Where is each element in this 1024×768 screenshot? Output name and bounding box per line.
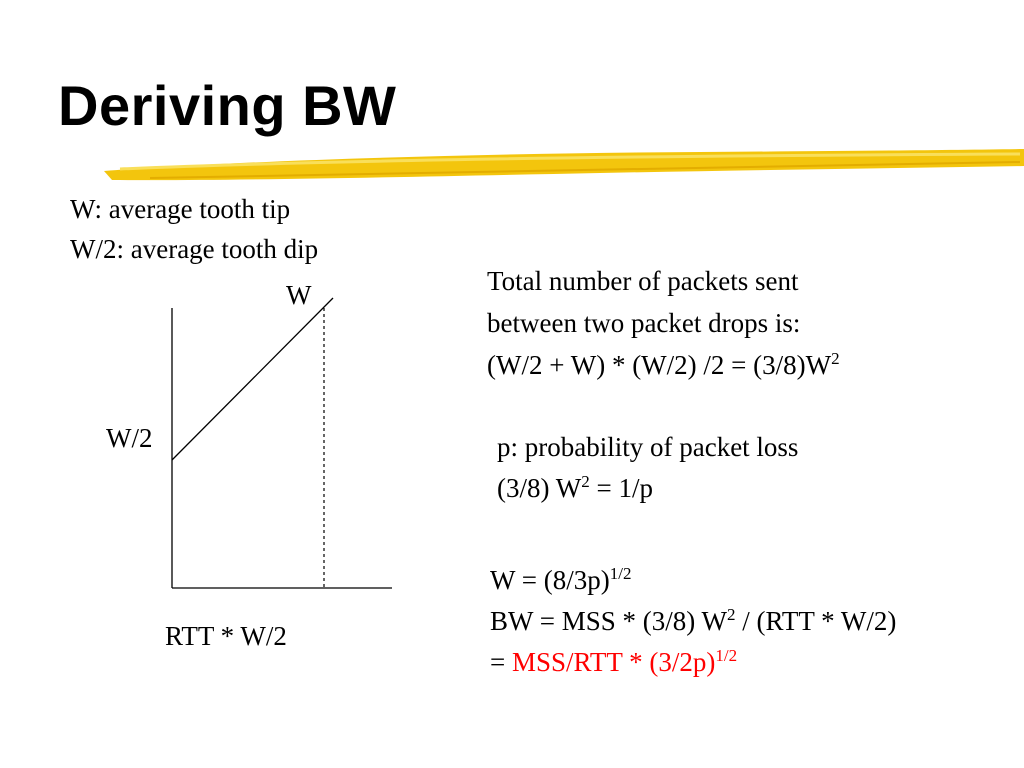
diagram-label-w-half: W/2	[106, 423, 153, 453]
definition-tooth-dip: W/2: average tooth dip	[70, 234, 319, 264]
packets-text-line2: between two packet drops is:	[487, 308, 801, 338]
page-title: Deriving BW	[58, 74, 397, 137]
loss-formula: (3/8) $W^2 = 1/p$	[497, 472, 653, 503]
packets-formula: (W/2 + W) * (W/2) $/2 = (3/8)W^2$	[487, 349, 840, 380]
diagram-label-w: W	[286, 280, 312, 310]
bandwidth-result-highlight: $MSS/RTT * (3/2p)^{1/2}$	[511, 646, 738, 677]
diagram-window-ramp	[172, 298, 333, 460]
bandwidth-result: = $MSS/RTT * (3/2p)^{1/2}$	[490, 646, 738, 677]
definition-tooth-tip: W: average tooth tip	[70, 194, 291, 224]
diagram-label-rtt: RTT * W/2	[165, 621, 287, 651]
window-formula: $W = (8/3p)^{1/2}$	[490, 564, 632, 595]
bandwidth-formula: BW = MSS * (3/8) $W^2 / (RTT * W/2)$	[490, 605, 897, 636]
loss-definition: p: probability of packet loss	[497, 432, 799, 462]
packets-text-line1: Total number of packets sent	[487, 266, 799, 296]
